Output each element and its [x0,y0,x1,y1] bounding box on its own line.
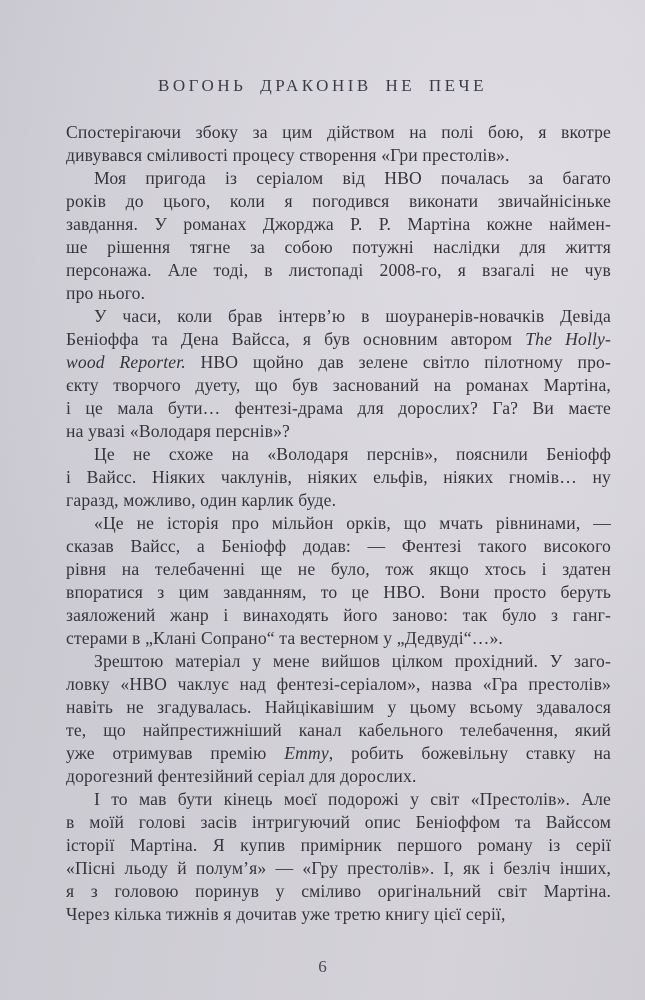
text-line [66,167,611,190]
text-line [66,397,611,420]
text-segment: персонажа. Але тоді, в листопаді 2008-го, я взагалі не чув [66,260,611,280]
text-line [66,328,611,351]
text-line [66,811,611,834]
text-line [66,834,611,857]
text-segment: Зрештою матеріал у мене вийшов цілком прохідний. У заго- [94,651,611,671]
italic-text-segment: Emmy [284,743,329,763]
text-line [66,788,611,811]
chapter-title: ВОГОНЬ ДРАКОНІВ НЕ ПЕЧЕ [158,76,487,95]
text-line [66,673,611,696]
text-segment: Моя пригода із серіалом від HBO почалась за багато [94,168,611,188]
text-line [66,719,611,742]
text-line [66,903,611,926]
text-line [66,650,611,673]
italic-text-segment: wood Reporter. [66,352,186,372]
text-line [66,236,611,259]
text-segment: «Пісні льоду й полум’я» — «Гру престолів». І, як і безліч інших, [66,858,611,878]
page-number: 6 [318,957,327,976]
text-segment: і Вайсс. Ніяких чаклунів, ніяких ельфів, ніяких гномів… ну [66,467,611,487]
text-segment: заяложений жанр і винаходять його заново: так було з ганг- [66,605,611,625]
text-segment: років до цього, коли я погодився виконати звичайнісіньке [66,191,611,211]
text-line [66,121,611,144]
text-segment: сказав Вайсс, а Беніофф додав: — Фентезі такого високого [66,536,611,556]
text-segment: дорогезний фентезійний серіал для дорослих. [66,766,417,786]
text-segment: стерами в „Клані Сопрано“ та вестерном у „Дедвуді“…». [66,628,503,648]
body-text [66,121,611,926]
text-segment: І то мав бути кінець моєї подорожі у світ «Престолів». Але [94,789,611,809]
text-segment: Беніоффа та Дена Вайсса, я був основним автором [66,329,526,349]
text-line [66,351,611,374]
text-line [66,213,611,236]
text-segment: Спостерігаючи збоку за цим дійством на полі бою, я вкотре [66,122,611,142]
text-segment: про нього. [66,283,146,303]
text-segment: рівня на телебаченні ще не було, тож якщо хтось і здатен [66,559,611,579]
text-segment: єкту творчого дуету, що був заснований на романах Мартіна, [66,375,611,395]
text-line [66,305,611,328]
text-line [66,742,611,765]
text-segment: те, що найпрестижніший канал кабельного телебачення, який [66,720,611,740]
italic-text-segment: The Holly- [525,329,611,349]
text-segment: завдання. У романах Джорджа Р. Р. Мартіна кожне наймен- [66,214,611,234]
text-line [66,466,611,489]
text-segment: і це мала бути… фентезі-драма для дорослих? Га? Ви маєте [66,398,611,418]
text-segment: ловку «HBO чаклує над фентезі-серіалом», назва «Гра престолів» [66,674,611,694]
text-segment: У часи, коли брав інтерв’ю в шоуранерів-новачків Девіда [94,306,611,326]
text-segment: ше рішення тягне за собою потужні наслідки для життя [66,237,611,257]
text-line [66,627,611,650]
text-segment: навіть не згадувалась. Найцікавішим у цьому всьому здавалося [66,697,611,717]
text-line [66,443,611,466]
text-segment: «Це не історія про мільйон орків, що мчать рівнинами, — [94,513,611,533]
text-line [66,765,611,788]
text-segment: HBO щойно дав зелене світло пілотному про- [185,352,611,372]
text-line [66,880,611,903]
text-segment: на увазі «Володаря перснів»? [66,421,291,441]
text-line [66,696,611,719]
text-line [66,604,611,627]
text-line [66,282,611,305]
text-segment: гаразд, можливо, один карлик буде. [66,490,337,510]
text-segment: дивувався сміливості процесу створення «Гри престолів». [66,145,510,165]
text-line [66,857,611,880]
text-line [66,581,611,604]
text-segment: уже отримував премію [66,743,285,763]
text-line [66,190,611,213]
text-segment: я з головою поринув у сміливо оригінальний світ Мартіна. [66,881,611,901]
text-segment: історії Мартіна. Я купив примірник першого роману із серії [66,835,611,855]
text-line [66,558,611,581]
text-segment: впоратися з цим завданням, то це HBO. Вони просто беруть [66,582,611,602]
text-segment: в моїй голові засів інтригуючий опис Беніоффом та Вайссом [66,812,611,832]
text-line [66,259,611,282]
text-segment: Через кілька тижнів я дочитав уже третю книгу цієї серії, [66,904,506,924]
text-line [66,420,611,443]
text-line [66,535,611,558]
text-segment: , робить божевільну ставку на [328,743,611,763]
text-line [66,374,611,397]
text-line [66,489,611,512]
text-line [66,512,611,535]
text-segment: Це не схоже на «Володаря перснів», пояснили Беніофф [94,444,611,464]
text-line [66,144,611,167]
